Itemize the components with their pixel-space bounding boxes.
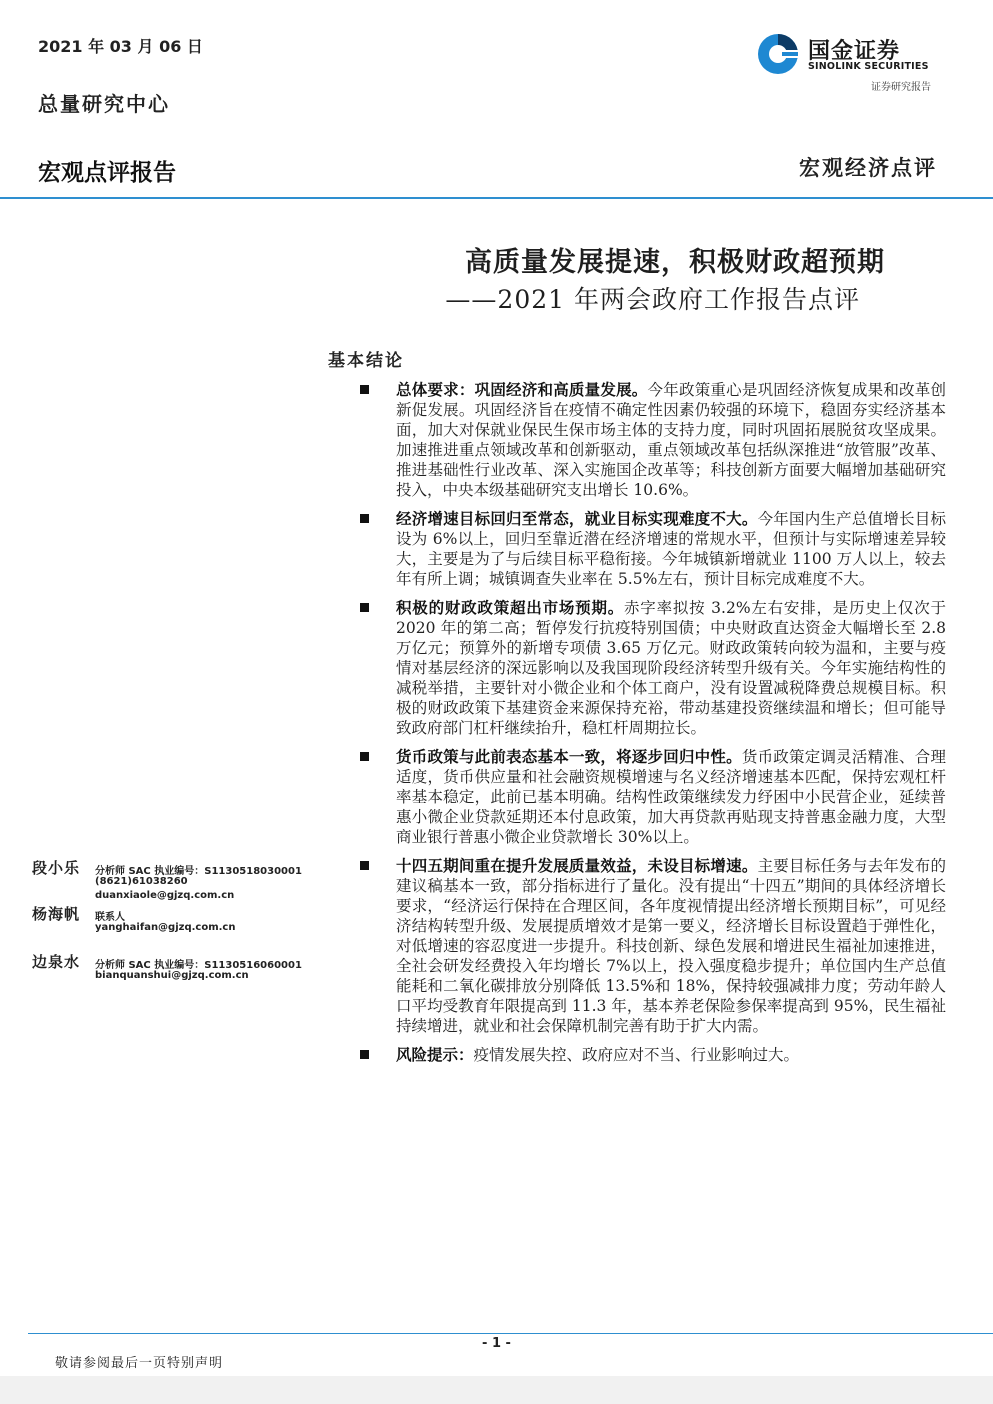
analyst-sac-number: 分析师 SAC 执业编号：S1130518030001 bbox=[95, 866, 302, 877]
bullet-lead: 总体要求：巩固经济和高质量发展。 bbox=[396, 380, 648, 399]
analyst-email[interactable]: bianquanshui@gjzq.com.cn bbox=[95, 970, 249, 981]
logo-name-cn: 国金证券 bbox=[808, 39, 901, 64]
list-item bbox=[358, 598, 946, 738]
analyst-email[interactable]: duanxiaole@gjzq.com.cn bbox=[95, 890, 235, 901]
report-subtitle: ——2021 年两会政府工作报告点评 bbox=[445, 285, 860, 314]
footer-bar bbox=[0, 1376, 993, 1404]
logo-subtitle: 证券研究报告 bbox=[871, 82, 931, 93]
bullet-square-icon bbox=[360, 514, 369, 523]
conclusion-list bbox=[358, 380, 946, 1074]
company-logo bbox=[756, 30, 956, 94]
bullet-text: 疫情发展失控、政府应对不当、行业影响过大。 bbox=[473, 1046, 800, 1064]
analyst-phone: (8621)61038260 bbox=[95, 876, 188, 887]
bullet-text: 货币政策定调灵活精准、合理适度，货币供应量和社会融资规模增速与名义经济增速基本匹配，保持宏观杠杆率基本稳定，此前已基本明确。结构性政策继续发力纾困中小民营企业，延续普惠小微企业贷款延期还本付息政策，加大再贷款再贴现支持普惠金融力度，大型商业银行普惠小微企业贷款增长 30%以上。 bbox=[396, 748, 946, 846]
department-name: 总量研究中心 bbox=[38, 92, 170, 116]
list-item bbox=[358, 1045, 946, 1065]
bullet-text: 赤字率拟按 3.2%左右安排，是历史上仅次于 2020 年的第二高；暂停发行抗疫特别国债；中央财政直达资金大幅增长至 2.8 万亿元；预算外的新增专项债 3.65 万亿元。财政政策转向较为温和，主要与疫情对基层经济的深远影响以及我国现阶段经济转型升级有关。今年实施结构性的减税举措，主要针对小微企业和个体工商户，没有设置减税降费总规模目标。积极的财政政策下基建资金来源保持充裕，带动基建投资继续温和增长；但可能导致政府部门杠杆继续抬升，稳杠杆周期拉长。 bbox=[396, 599, 946, 737]
bullet-lead: 经济增速目标回归至常态，就业目标实现难度不大。 bbox=[396, 509, 758, 528]
report-category: 宏观经济点评 bbox=[799, 155, 937, 180]
list-item bbox=[358, 747, 946, 847]
bullet-lead: 积极的财政政策超出市场预期。 bbox=[396, 598, 625, 617]
report-type: 宏观点评报告 bbox=[38, 160, 176, 186]
analyst-name: 杨海帆 bbox=[32, 905, 81, 923]
bullet-square-icon bbox=[360, 603, 369, 612]
header-divider bbox=[0, 197, 993, 199]
sinolink-logo-icon bbox=[756, 30, 804, 78]
analyst-sac-number: 分析师 SAC 执业编号：S1130516060001 bbox=[95, 960, 302, 971]
bullet-square-icon bbox=[360, 1050, 369, 1059]
analyst-role: 联系人 bbox=[95, 912, 125, 923]
bullet-lead: 货币政策与此前表态基本一致，将逐步回归中性。 bbox=[396, 747, 742, 766]
bullet-lead: 风险提示： bbox=[396, 1045, 474, 1064]
footer-divider bbox=[28, 1333, 993, 1334]
section-title: 基本结论 bbox=[328, 351, 404, 371]
bullet-text: 主要目标任务与去年发布的建议稿基本一致，部分指标进行了量化。没有提出“十四五”期间的具体经济增长要求，“经济运行保持在合理区间，各年度视情提出经济增长预期目标”，可见经济结构转型升级、发展提质增效才是第一要义，经济增长目标设置趋于弹性化，对低增速的容忍度进一步提升。科技创新、绿色发展和增进民生福祉加速推进，全社会研发经费投入年均增长 7%以上，投入强度稳步提升；单位国内生产总值能耗和二氧化碳排放分别降低 13.5%和 18%，保持较强减排力度；劳动年龄人口平均受教育年限提高到 11.3 年，基本养老保险参保率提高到 95%，民生福祉持续增进，就业和社会保障机制完善有助于扩大内需。 bbox=[396, 857, 946, 1035]
bullet-square-icon bbox=[360, 861, 369, 870]
bullet-square-icon bbox=[360, 385, 369, 394]
disclaimer-notice: 敬请参阅最后一页特别声明 bbox=[55, 1356, 224, 1371]
logo-name-en: SINOLINK SECURITIES bbox=[808, 61, 929, 72]
list-item bbox=[358, 856, 946, 1036]
analyst-name: 边泉水 bbox=[32, 953, 81, 971]
analyst-email[interactable]: yanghaifan@gjzq.com.cn bbox=[95, 922, 236, 933]
page-number: - 1 - bbox=[482, 1336, 511, 1351]
list-item bbox=[358, 509, 946, 589]
bullet-text: 今年政策重心是巩固经济恢复成果和改革创新促发展。巩固经济旨在疫情不确定性因素仍较强的环境下，稳固夯实经济基本面，加大对保就业保民生保市场主体的支持力度，同时巩固拓展脱贫攻坚成果。加速推进重点领域改革和创新驱动，重点领域改革包括纵深推进“放管服”改革、推进基础性行业改革、深入实施国企改革等；科技创新方面要大幅增加基础研究投入，中央本级基础研究支出增长 10.6%。 bbox=[396, 381, 946, 499]
analyst-name: 段小乐 bbox=[32, 859, 81, 877]
bullet-text: 今年国内生产总值增长目标设为 6%以上，回归至靠近潜在经济增速的常规水平，但预计与实际增速差异较大，主要是为了与后续目标平稳衔接。今年城镇新增就业 1100 万人以上，较去年有所上调；城镇调查失业率在 5.5%左右，预计目标完成难度不大。 bbox=[396, 510, 946, 588]
report-date: 2021 年 03 月 06 日 bbox=[38, 37, 203, 56]
bullet-square-icon bbox=[360, 752, 369, 761]
bullet-lead: 十四五期间重在提升发展质量效益，未设目标增速。 bbox=[396, 856, 758, 875]
list-item bbox=[358, 380, 946, 500]
report-title: 高质量发展提速，积极财政超预期 bbox=[465, 247, 885, 278]
